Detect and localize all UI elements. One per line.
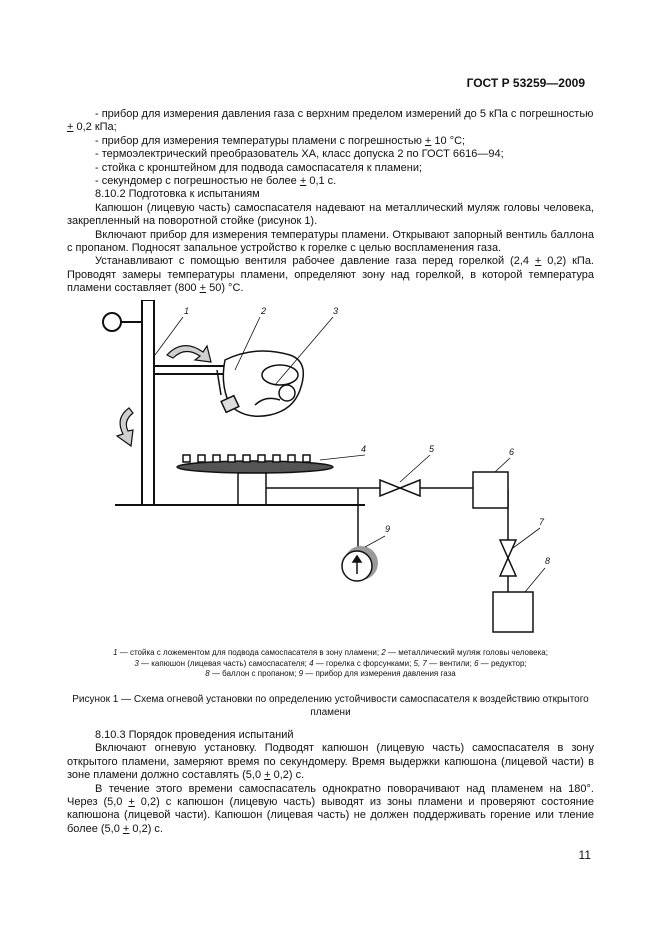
figure-label: 6 xyxy=(509,447,515,457)
figure-label: 2 xyxy=(261,306,267,316)
paragraph: Капюшон (лицевую часть) самоспасателя надевают на металлический муляж головы человека, закрепленный на поворотной стойке (рисунок 1). xyxy=(67,201,594,228)
valve-7-icon xyxy=(500,540,516,576)
figure-label: 8 xyxy=(545,556,551,566)
figure-caption: Рисунок 1 — Схема огневой установки по определению устойчивости самоспасателя к воздействию открытого пламени xyxy=(72,694,589,718)
section-heading: 8.10.2 Подготовка к испытаниям xyxy=(95,188,260,201)
figure-label: 9 xyxy=(385,524,391,534)
figure-label: 3 xyxy=(333,306,339,316)
propane-cylinder xyxy=(493,592,533,632)
document-code: ГОСТ Р 53259—2009 xyxy=(466,76,585,90)
list-item: - прибор для измерения давления газа с верхним пределом измерений до 5 кПа с погрешностью + 0,2 кПа; xyxy=(67,108,594,134)
dummy-head-with-hood xyxy=(217,351,303,416)
test-procedure xyxy=(67,729,594,836)
rotation-arrow-icon xyxy=(167,346,211,362)
fire-test-diagram xyxy=(95,300,575,640)
paragraph: Включают огневую установку. Подводят капюшон (лицевую часть) самоспасателя в зону открытого пламени, замеряют время по секундомеру. Время выдержки капюшона (лицевой части) в зоне пламени должно составлять (5,0 + 0,2) с. xyxy=(67,742,594,782)
paragraph: Устанавливают с помощью вентиля рабочее давление газа перед горелкой (2,4 + 0,2) кПа. Проводят замеры температуры пламени, определяют зону над горелкой, в которой температура пламени составляет (800 + 50) °С. xyxy=(67,255,594,295)
paragraph: Включают прибор для измерения температуры пламени. Открывают запорный вентиль баллона с пропаном. Подносят запальное устройство к горелке с целью воспламенения газа. xyxy=(67,228,594,255)
section-heading: 8.10.3 Порядок проведения испытаний xyxy=(95,729,294,741)
gas-pipeline xyxy=(266,488,508,592)
valve-5-icon xyxy=(380,480,420,496)
list-item: - секундомер с погрешностью не более + 0,1 с. xyxy=(95,175,337,188)
list-item: - стойка с кронштейном для подвода самоспасателя к пламени; xyxy=(95,161,423,174)
stand-with-cradle xyxy=(103,300,225,505)
figure-label: 7 xyxy=(539,517,545,527)
figure-legend: 1 — стойка с ложементом для подвода самоспасателя в зону пламени; 2 — металлический муляж головы человека; 3 — капюшон (лицевая часть) самоспасателя; 4 — горелка с форсунками; 5, 7 — вентили; 6 — редуктор; 8 — баллон с пропаном; 9 — прибор для измерения давления газа xyxy=(113,648,548,678)
gas-reducer xyxy=(473,472,508,508)
page-number: 11 xyxy=(578,848,591,862)
figure-label: 5 xyxy=(429,444,435,454)
list-item: - прибор для измерения температуры пламени с погрешностью + 10 °С; xyxy=(95,134,466,147)
list-item: - термоэлектрический преобразователь ХА, класс допуска 2 по ГОСТ 6616—94; xyxy=(95,148,504,161)
figure-label: 1 xyxy=(184,306,190,316)
equipment-list xyxy=(67,108,594,296)
rotation-arrow-icon xyxy=(117,408,133,446)
pressure-gauge-icon xyxy=(342,546,378,581)
figure-label: 4 xyxy=(361,444,367,454)
paragraph: В течение этого времени самоспасатель однократно поворачивают над пламенем на 180°. Через (5,0 + 0,2) с капюшон (лицевую часть) выводят из зоны пламени и проверяют состояние капюшона (лицевой части). Капюшон (лицевая часть) не должен поддерживать горение или тление более (5,0 + 0,2) с. xyxy=(67,782,594,835)
